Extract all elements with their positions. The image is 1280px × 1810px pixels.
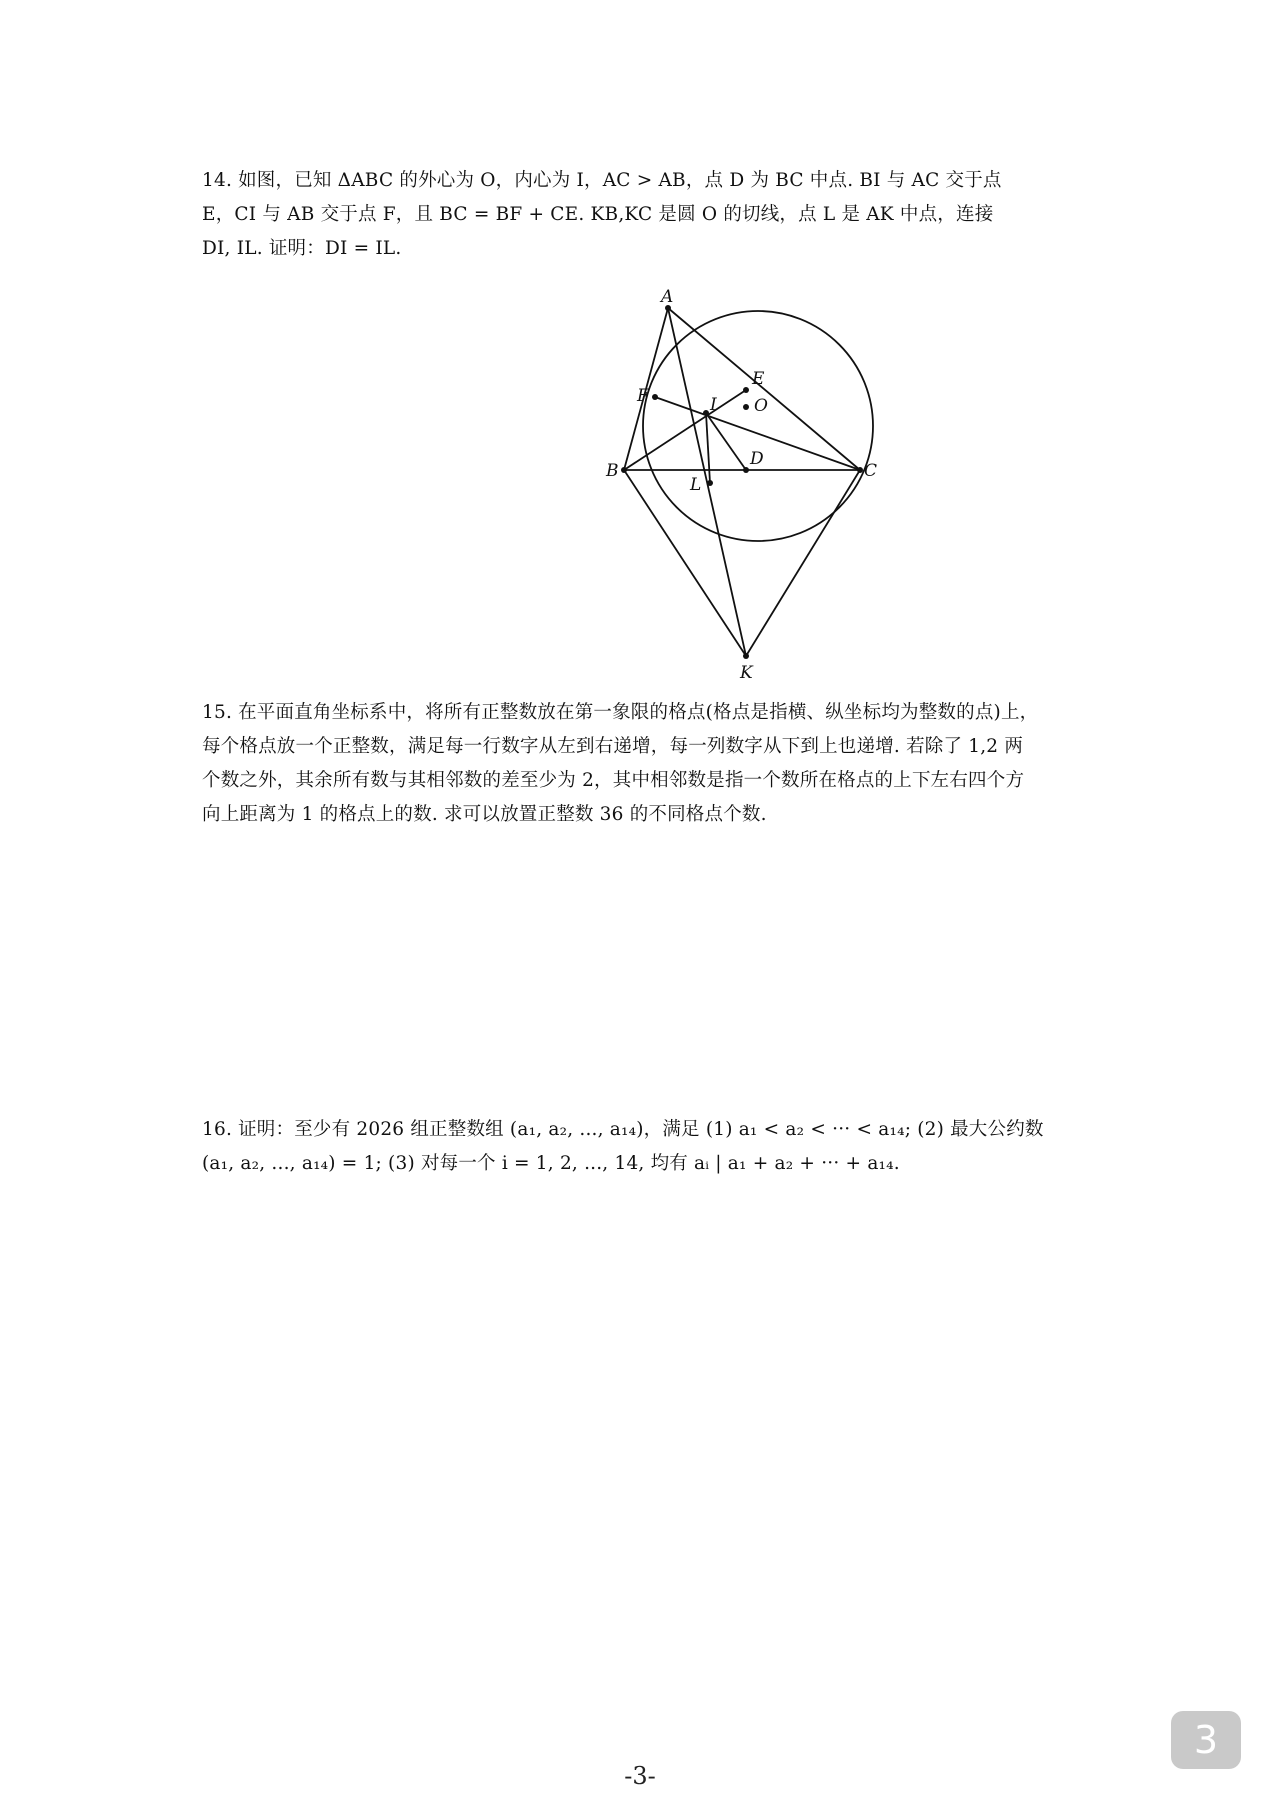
- geometry-figure: [600, 280, 900, 690]
- problem-15-line-2: 每个格点放一个正整数，满足每一行数字从左到右递增，每一列数字从下到上也递增. 若除了 1,2 两: [202, 736, 1024, 757]
- problem-15: [202, 696, 1090, 832]
- point-B: [621, 467, 627, 473]
- label-F: F: [637, 386, 649, 406]
- label-D: D: [750, 449, 764, 469]
- segment-IL: [706, 413, 710, 483]
- point-E: [743, 387, 749, 393]
- point-D: [743, 467, 749, 473]
- tangent-KB: [624, 470, 746, 656]
- problem-14: [202, 164, 1090, 266]
- tangent-KC: [746, 470, 860, 656]
- problem-16: [202, 1113, 1090, 1181]
- page-badge: 3: [1171, 1711, 1241, 1769]
- point-C: [857, 467, 863, 473]
- label-I: I: [710, 395, 717, 415]
- problem-14-line-2: E，CI 与 AB 交于点 F，且 BC = BF + CE. KB,KC 是圆 O 的切线，点 L 是 AK 中点，连接: [202, 204, 994, 225]
- problem-16-line-2: (a₁, a₂, ..., a₁₄) = 1; (3) 对每一个 i = 1, 2, ..., 14, 均有 aᵢ | a₁ + a₂ + ··· + a₁₄.: [202, 1153, 900, 1174]
- problem-15-line-1: 15. 在平面直角坐标系中，将所有正整数放在第一象限的格点(格点是指横、纵坐标均为整数的点)上，: [202, 702, 1039, 723]
- label-O: O: [754, 396, 768, 416]
- point-F: [652, 394, 658, 400]
- label-C: C: [864, 461, 878, 481]
- problem-15-line-4: 向上距离为 1 的格点上的数. 求可以放置正整数 36 的不同格点个数.: [202, 804, 767, 825]
- page-number: -3-: [624, 1762, 656, 1790]
- point-K: [743, 653, 749, 659]
- problem-14-line-3: DI, IL. 证明：DI = IL.: [202, 238, 402, 259]
- point-I: [703, 410, 709, 416]
- segment-AK: [668, 308, 746, 656]
- label-A: A: [661, 287, 674, 307]
- problem-15-line-3: 个数之外，其余所有数与其相邻数的差至少为 2，其中相邻数是指一个数所在格点的上下左右四个方: [202, 770, 1025, 791]
- point-O: [743, 404, 749, 410]
- problem-14-line-1: 14. 如图，已知 ΔABC 的外心为 O，内心为 I，AC > AB，点 D 为 BC 中点. BI 与 AC 交于点: [202, 170, 1002, 191]
- label-L: L: [690, 475, 702, 495]
- label-B: B: [606, 461, 619, 481]
- problem-16-line-1: 16. 证明：至少有 2026 组正整数组 (a₁, a₂, ..., a₁₄)，满足 (1) a₁ < a₂ < ··· < a₁₄; (2) 最大公约数: [202, 1119, 1044, 1140]
- label-E: E: [752, 369, 765, 389]
- point-L: [707, 480, 713, 486]
- segment-AC: [668, 308, 860, 470]
- label-K: K: [740, 663, 753, 683]
